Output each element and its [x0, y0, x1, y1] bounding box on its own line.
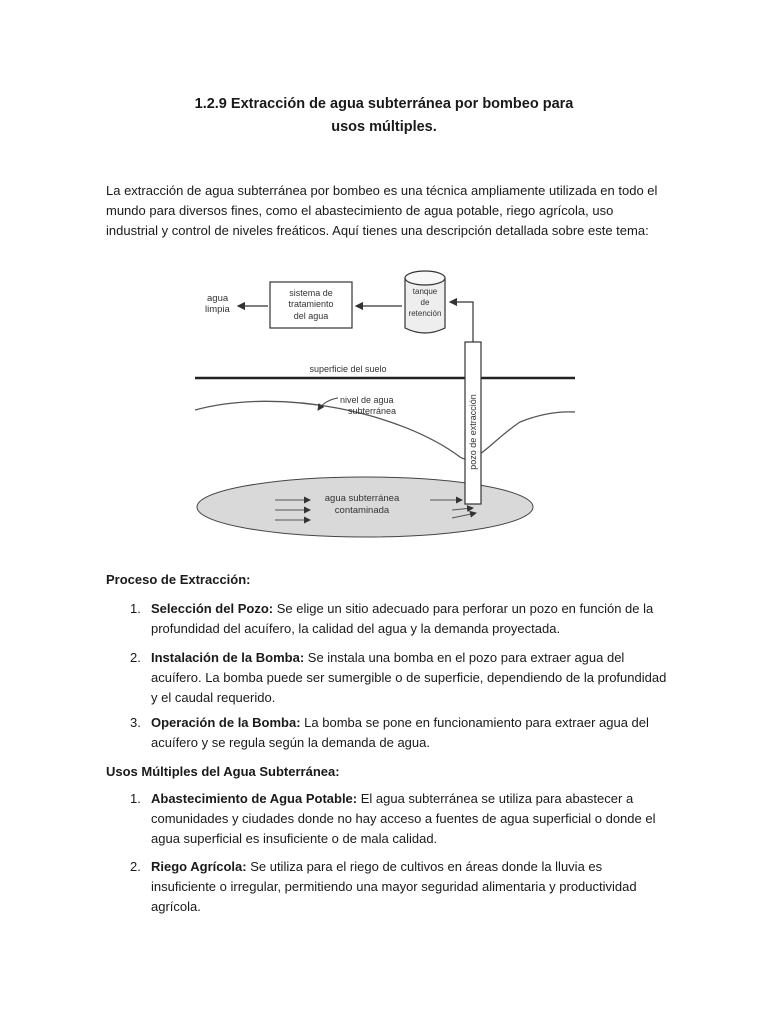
list-item-term: Selección del Pozo:	[151, 601, 274, 616]
list-number: 1.	[130, 791, 141, 806]
list-number: 3.	[130, 715, 141, 730]
list-item	[130, 789, 670, 849]
list-number: 2.	[130, 650, 141, 665]
well-to-tank-pipe	[450, 302, 473, 342]
list-item-term: Abastecimiento de Agua Potable:	[151, 791, 358, 806]
list-item-term: Instalación de la Bomba:	[151, 650, 305, 665]
list-item-text: Se elige un sitio adecuado para perforar un pozo en función de la profundidad del acuífero, la calidad del agua y la demanda proyectada.	[151, 601, 654, 636]
label-agua: agua	[207, 293, 229, 304]
label-contaminada-2: contaminada	[334, 505, 390, 516]
label-nivel-1: nivel de agua	[340, 395, 394, 405]
list-number: 2.	[130, 859, 141, 874]
list-item-text: Se utiliza para el riego de cultivos en áreas donde la lluvia es insuficiente o irregular, permitiendo una mayor seguridad alimentaria y productividad agrícola.	[151, 859, 637, 914]
label-pozo: pozo de extracción	[468, 394, 478, 470]
list-item-term: Riego Agrícola:	[151, 859, 247, 874]
label-contaminada-1: agua subterránea	[324, 493, 400, 504]
list-item-term: Operación de la Bomba:	[151, 715, 301, 730]
label-tanque-2: de	[420, 298, 430, 307]
list-item	[130, 857, 670, 917]
list-item	[130, 648, 670, 708]
section-title-line-1: 1.2.9 Extracción de agua subterránea por bombeo para	[194, 96, 574, 112]
label-tanque-1: tanque	[412, 287, 438, 296]
label-nivel-2: subterránea	[348, 406, 397, 416]
label-superficie: superficie del suelo	[309, 364, 387, 374]
list-item	[130, 599, 670, 639]
label-limpia: limpia	[205, 304, 230, 315]
list-item-text: La bomba se pone en funcionamiento para extraer agua del acuífero y se regula según la demanda de agua.	[151, 715, 649, 750]
extraction-diagram	[190, 262, 580, 562]
heading-proceso: Proceso de Extracción:	[106, 572, 251, 587]
label-sistema-3: del agua	[293, 311, 329, 321]
intro-paragraph: La extracción de agua subterránea por bombeo es una técnica ampliamente utilizada en todo el mundo para diversos fines, como el abastecimiento de agua potable, riego agrícola, uso industrial y control de niveles freáticos. Aquí tienes una descripción detallada sobre este tema:	[106, 183, 658, 238]
list-item-text: El agua subterránea se utiliza para abastecer a comunidades y ciudades donde no hay acceso a fuentes de agua superficial o donde el agua superficial es insuficiente o de mala calidad.	[151, 791, 656, 846]
label-sistema-1: sistema de	[289, 288, 333, 298]
list-number: 1.	[130, 601, 141, 616]
retention-tank-top	[405, 271, 445, 285]
heading-usos: Usos Múltiples del Agua Subterránea:	[106, 764, 340, 779]
label-sistema-2: tratamiento	[288, 299, 334, 309]
section-title-line-2: usos múltiples.	[331, 119, 437, 135]
label-tanque-3: retención	[408, 309, 442, 318]
list-item	[130, 713, 670, 753]
list-item-text: Se instala una bomba en el pozo para extraer agua del acuífero. La bomba puede ser sumergible o de superficie, dependiendo de la profundidad y el caudal requerido.	[151, 650, 667, 705]
